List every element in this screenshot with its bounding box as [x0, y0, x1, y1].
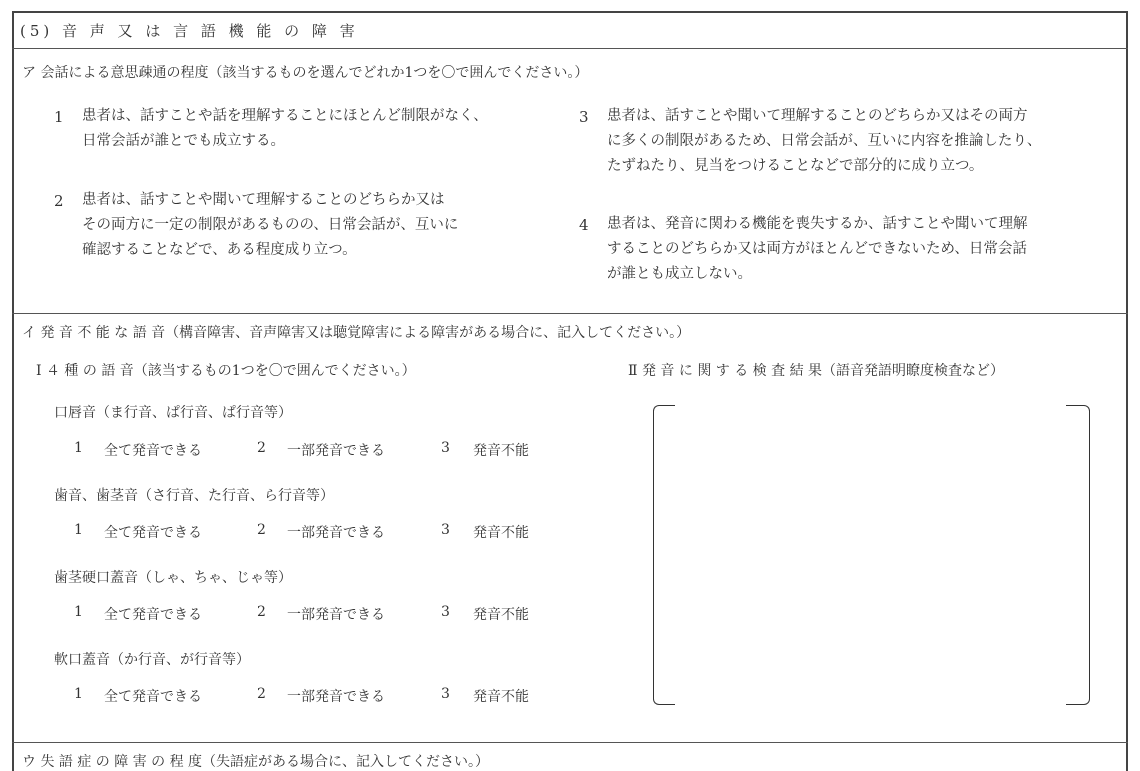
option-1-text [82, 104, 488, 154]
option-2-text [82, 188, 458, 263]
option-3-text [607, 104, 1041, 179]
test-results-field[interactable] [680, 412, 1062, 698]
category-1-choice-2-num[interactable]: 2 [257, 440, 266, 456]
category-4-choice-2-num[interactable]: 2 [257, 686, 266, 702]
part-c-heading: ウ 失 語 症 の 障 害 の 程 度（失語症がある場合に、記入してください。） [22, 754, 490, 770]
category-1-choice-1[interactable]: 全て発音できる [104, 443, 202, 459]
option-1-number: 1 [54, 108, 64, 126]
category-3-choice-2[interactable]: 一部発音できる [287, 607, 385, 623]
divider-part-a [12, 313, 1128, 314]
category-2-choice-1-num[interactable]: 1 [74, 522, 83, 538]
category-2-choice-2-num[interactable]: 2 [257, 522, 266, 538]
category-3-choice-1-num[interactable]: 1 [74, 604, 83, 620]
category-2-choice-3-num[interactable]: 3 [441, 522, 450, 538]
option-2-line-1: 患者は、話すことや聞いて理解することのどちらか又は [82, 192, 445, 208]
category-4-choice-1[interactable]: 全て発音できる [104, 689, 202, 705]
category-2-choice-2[interactable]: 一部発音できる [287, 525, 385, 541]
part-a-heading: ア 会話による意思疎通の程度（該当するものを選んでどれか1つを〇で囲んでください。） [22, 65, 589, 81]
option-4-number: 4 [579, 216, 589, 234]
category-1-choice-1-num[interactable]: 1 [74, 440, 83, 456]
category-3-choice-2-num[interactable]: 2 [257, 604, 266, 620]
category-4-label: 軟口蓋音（か行音、が行音等） [54, 652, 250, 668]
category-2-label: 歯音、歯茎音（さ行音、た行音、ら行音等） [54, 488, 334, 504]
category-1-choice-3-num[interactable]: 3 [441, 440, 450, 456]
option-3-number: 3 [579, 108, 589, 126]
category-2-choice-3[interactable]: 発音不能 [473, 525, 529, 541]
category-1-choice-3[interactable]: 発音不能 [473, 443, 529, 459]
divider-header [12, 48, 1128, 49]
option-3-line-3: たずねたり、見当をつけることなどで部分的に成り立つ。 [607, 158, 984, 174]
option-2-number: 2 [54, 192, 64, 210]
answer-bracket-right [1066, 405, 1090, 705]
category-4-choice-3-num[interactable]: 3 [441, 686, 450, 702]
category-3-choice-3-num[interactable]: 3 [441, 604, 450, 620]
option-4-line-3: が誰とも成立しない。 [607, 266, 752, 282]
category-4-choice-3[interactable]: 発音不能 [473, 689, 529, 705]
category-2-choice-1[interactable]: 全て発音できる [104, 525, 202, 541]
category-1-label: 口唇音（ま行音、ぱ行音、ぱ行音等） [54, 405, 292, 421]
part-b-sub1-heading: Ⅰ ４ 種 の 語 音（該当するもの1つを〇で囲んでください。） [36, 363, 416, 379]
category-4-choice-2[interactable]: 一部発音できる [287, 689, 385, 705]
option-2-line-3: 確認することなどで、ある程度成り立つ。 [82, 242, 357, 258]
part-b-heading: イ 発 音 不 能 な 語 音（構音障害、音声障害又は聴覚障害による障害がある場合に、記入してください。） [22, 325, 691, 341]
category-3-choice-1[interactable]: 全て発音できる [104, 607, 202, 623]
category-3-choice-3[interactable]: 発音不能 [473, 607, 529, 623]
option-1-line-1: 患者は、話すことや話を理解することにほとんど制限がなく、 [82, 108, 488, 124]
option-4-line-1: 患者は、発音に関わる機能を喪失するか、話すことや聞いて理解 [607, 216, 1028, 232]
category-4-choice-1-num[interactable]: 1 [74, 686, 83, 702]
option-4-line-2: することのどちらか又は両方がほとんどできないため、日常会話 [607, 241, 1027, 257]
section-title: (5) 音 声 又 は 言 語 機 能 の 障 害 [20, 22, 359, 40]
option-4-text [607, 212, 1028, 287]
option-1-line-2: 日常会話が誰とでも成立する。 [82, 133, 285, 149]
option-3-line-2: に多くの制限があるため、日常会話が、互いに内容を推論したり、 [607, 133, 1042, 149]
category-3-label: 歯茎硬口蓋音（しゃ、ちゃ、じゃ等） [54, 570, 292, 586]
divider-part-b [12, 742, 1128, 743]
option-3-line-1: 患者は、話すことや聞いて理解することのどちらか又はその両方 [607, 108, 1028, 124]
answer-bracket-left [653, 405, 675, 705]
category-1-choice-2[interactable]: 一部発音できる [287, 443, 385, 459]
part-b-sub2-heading: Ⅱ 発 音 に 関 す る 検 査 結 果（語音発語明瞭度検査など） [628, 363, 1005, 379]
option-2-line-2: その両方に一定の制限があるものの、日常会話が、互いに [82, 217, 459, 233]
